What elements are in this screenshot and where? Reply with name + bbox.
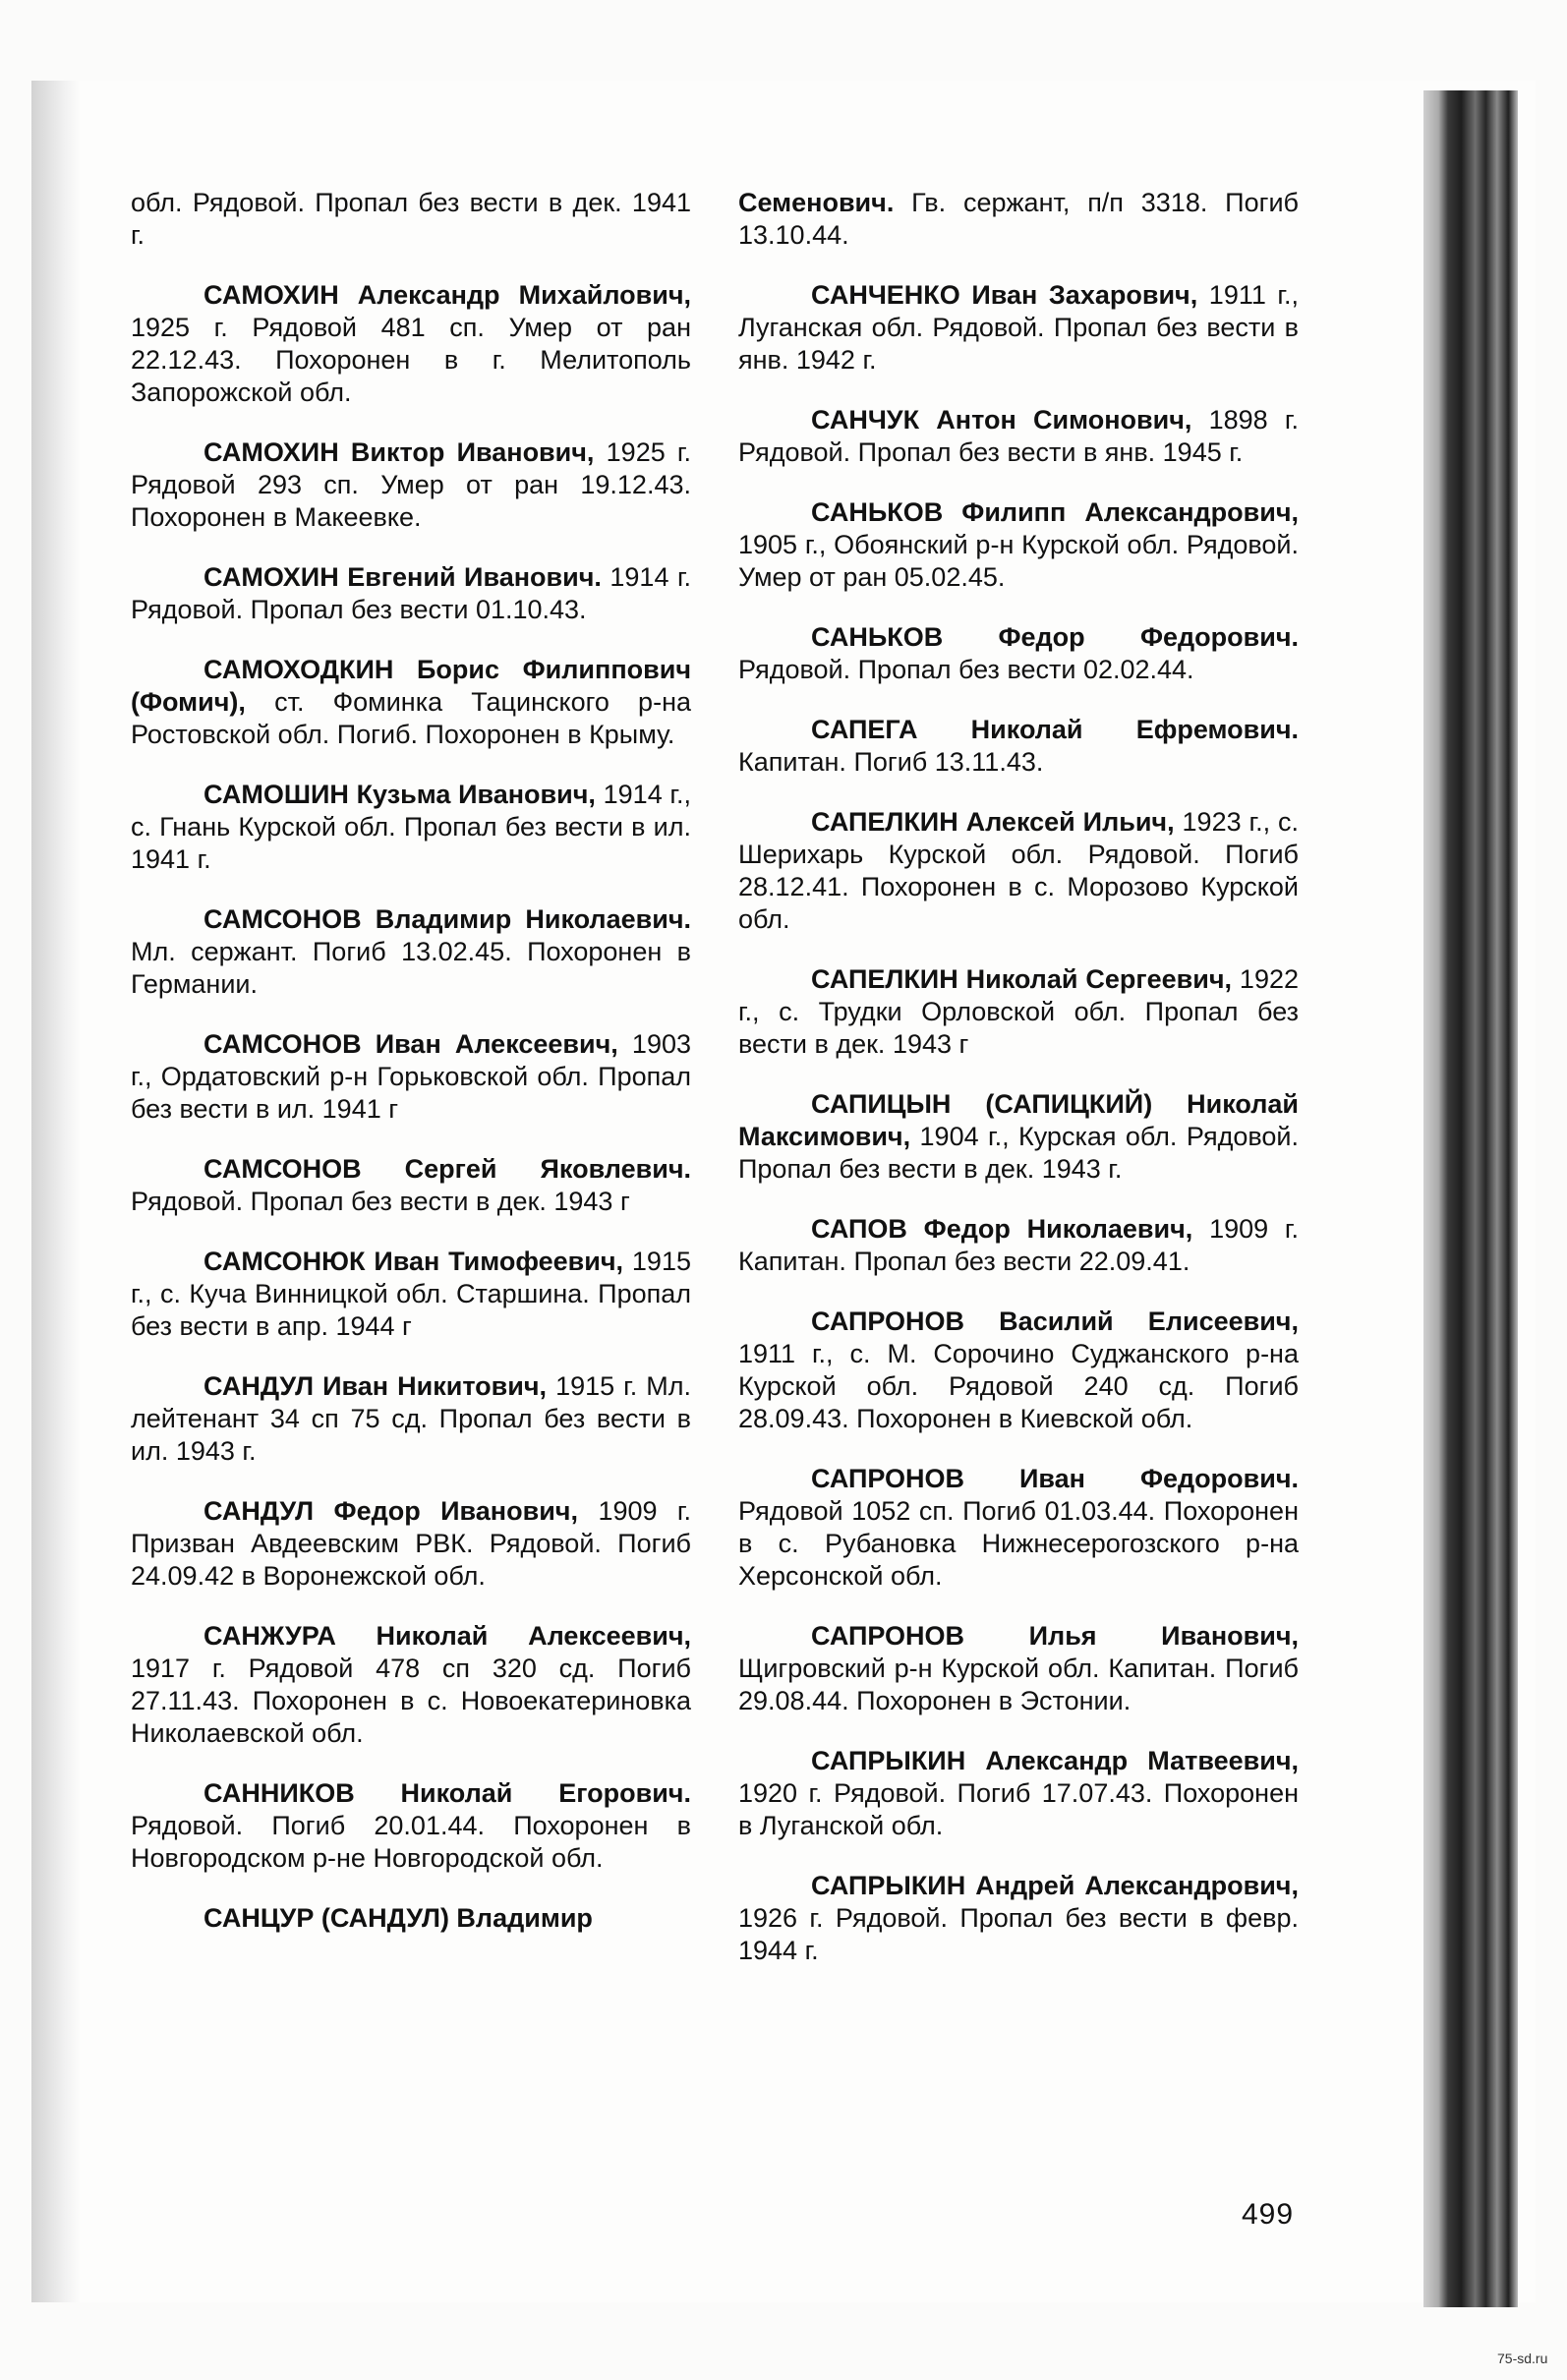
entry <box>131 561 691 626</box>
entry <box>738 279 1299 377</box>
entry-text: 1904 г., Курская обл. Рядовой. Пропал без вести в дек. 1943 г. <box>738 1122 1299 1184</box>
entry-text: Рядовой. Погиб 20.01.44. Похоронен в Новгородском р-не Новгородской обл. <box>131 1811 691 1873</box>
entry-name: САПРЫКИН Андрей Александрович, <box>811 1871 1299 1900</box>
entry-text: 1898 г. Рядовой. Пропал без вести в янв. 1945 г. <box>738 405 1299 467</box>
entry-name: САПЕЛКИН Алексей Ильич, <box>811 807 1175 837</box>
entry <box>131 1153 691 1218</box>
entry <box>738 496 1299 594</box>
entry-name: САПРЫКИН Александр Матвеевич, <box>811 1746 1299 1775</box>
entry-text: 1909 г. Капитан. Пропал без вести 22.09.41. <box>738 1214 1299 1276</box>
page-number: 499 <box>1242 2198 1295 2231</box>
entry-name: САПРОНОВ Василий Елисеевич, <box>811 1306 1299 1336</box>
entry <box>131 654 691 751</box>
entry-text: 1925 г. Рядовой 481 сп. Умер от ран 22.12.43. Похоронен в г. Мелитополь Запорожской обл. <box>131 313 691 407</box>
entry-text: Гв. сержант, п/п 3318. Погиб 13.10.44. <box>738 188 1299 250</box>
entry-name: САМСОНОВ Иван Алексеевич, <box>203 1029 618 1059</box>
entry-name: САНЬКОВ Филипп Александрович, <box>811 497 1299 527</box>
entry <box>131 1902 691 1935</box>
entry <box>738 1463 1299 1593</box>
entry-text: Рядовой 1052 сп. Погиб 01.03.44. Похоронен в с. Рубановка Нижнесерогозского р-на Херсонской обл. <box>738 1496 1299 1591</box>
entry-name: САНЖУРА Николай Алексеевич, <box>203 1621 691 1651</box>
entry <box>131 1246 691 1343</box>
entry-name: САМОШИН Кузьма Иванович, <box>203 780 596 809</box>
right-column <box>738 187 1299 1995</box>
entry-text: 1911 г., Луганская обл. Рядовой. Пропал без вести в янв. 1942 г. <box>738 280 1299 375</box>
entry <box>131 1620 691 1750</box>
entry-text: 1920 г. Рядовой. Погиб 17.07.43. Похоронен в Луганской обл. <box>738 1778 1299 1840</box>
entry-text: 1914 г., с. Гнань Курской обл. Пропал без вести в ил. 1941 г. <box>131 780 691 874</box>
entry <box>738 1088 1299 1186</box>
entry <box>131 436 691 534</box>
entry <box>738 1620 1299 1717</box>
entry-text: Рядовой. Пропал без вести в дек. 1943 г <box>131 1187 630 1216</box>
entry <box>738 714 1299 779</box>
entry <box>131 1777 691 1875</box>
entry-name: САПРОНОВ Илья Иванович, <box>811 1621 1299 1651</box>
entry-text: Щигровский р-н Курской обл. Капитан. Погиб 29.08.44. Похоронен в Эстонии. <box>738 1654 1299 1715</box>
entry <box>738 404 1299 469</box>
entry-text: 1915 г., с. Куча Винницкой обл. Старшина. Пропал без вести в апр. 1944 г <box>131 1247 691 1341</box>
entry-text: 1917 г. Рядовой 478 сп 320 сд. Погиб 27.11.43. Похоронен в с. Новоекатериновка Николаевской обл. <box>131 1654 691 1748</box>
entry-name: САМСОНОВ Владимир Николаевич. <box>203 904 691 934</box>
entry-name: Семенович. <box>738 188 895 217</box>
entry-name: САМОХИН Виктор Иванович, <box>203 437 595 467</box>
entry-name: САНЧЕНКО Иван Захарович, <box>811 280 1198 310</box>
entry-name: САНДУЛ Федор Иванович, <box>203 1496 578 1526</box>
book-spine-edge <box>1423 90 1518 2307</box>
entry-text: Мл. сержант. Погиб 13.02.45. Похоронен в Германии. <box>131 937 691 999</box>
entry-name: САМОХОДКИН Борис Филиппович (Фомич), <box>131 655 691 717</box>
entry <box>738 1306 1299 1435</box>
entry-text: 1915 г. Мл. лейтенант 34 сп 75 сд. Пропал без вести в ил. 1943 г. <box>131 1371 691 1466</box>
entry-text: 1914 г. Рядовой. Пропал без вести 01.10.43. <box>131 562 691 624</box>
entry <box>738 621 1299 686</box>
entry-name: САННИКОВ Николай Егорович. <box>203 1778 691 1808</box>
entry-text: 1911 г., с. М. Сорочино Суджанского р-на Курской обл. Рядовой 240 сд. Погиб 28.09.43. Похоронен в Киевской обл. <box>738 1339 1299 1433</box>
left-column <box>131 187 691 1962</box>
entry-name: САНЦУР (САНДУЛ) Владимир <box>203 1903 593 1933</box>
entry <box>738 806 1299 936</box>
entry-name: САНЬКОВ Федор Федорович. <box>811 622 1299 652</box>
page-gutter-shadow <box>31 81 81 2302</box>
entry-text: Капитан. Погиб 13.11.43. <box>738 747 1044 777</box>
entry <box>131 1495 691 1593</box>
entry-name: САМСОНЮК Иван Тимофеевич, <box>203 1247 624 1276</box>
entry <box>738 1213 1299 1278</box>
entry-name: САНДУЛ Иван Никитович, <box>203 1371 548 1401</box>
entry <box>131 903 691 1001</box>
entry <box>131 1370 691 1468</box>
entry <box>738 1745 1299 1842</box>
entry <box>131 279 691 409</box>
entry-name: САМОХИН Евгений Иванович. <box>203 562 602 592</box>
entry-text: 1905 г., Обоянский р-н Курской обл. Рядовой. Умер от ран 05.02.45. <box>738 530 1299 592</box>
entry-name: САПИЦЫН (САПИЦКИЙ) Николай Максимович, <box>738 1089 1299 1151</box>
entry-name: САПОВ Федор Николаевич, <box>811 1214 1193 1244</box>
entry <box>131 1028 691 1126</box>
entry <box>738 1870 1299 1967</box>
entry-text: 1925 г. Рядовой 293 сп. Умер от ран 19.12.43. Похоронен в Макеевке. <box>131 437 691 532</box>
entry-name: САМОХИН Александр Михайлович, <box>203 280 691 310</box>
entry-name: САНЧУК Антон Симонович, <box>811 405 1192 435</box>
entry-name: САПЕГА Николай Ефремович. <box>811 715 1299 744</box>
entry-text: 1903 г., Ордатовский р-н Горьковской обл. Пропал без вести в ил. 1941 г <box>131 1029 691 1124</box>
entry <box>131 187 691 252</box>
site-watermark: 75-sd.ru <box>1497 2351 1548 2366</box>
entry-text: 1926 г. Рядовой. Пропал без вести в февр. 1944 г. <box>738 1903 1299 1965</box>
entry-text: ст. Фоминка Тацинского р-на Ростовской обл. Погиб. Похоронен в Крыму. <box>131 687 691 749</box>
entry <box>738 963 1299 1061</box>
entry-text: 1909 г. Призван Авдеевским РВК. Рядовой. Погиб 24.09.42 в Воронежской обл. <box>131 1496 691 1591</box>
entry-text: 1922 г., с. Трудки Орловской обл. Пропал без вести в дек. 1943 г <box>738 964 1299 1059</box>
entry-text: 1923 г., с. Шерихарь Курской обл. Рядовой. Погиб 28.12.41. Похоронен в с. Морозово Курской обл. <box>738 807 1299 934</box>
entry-name: САМСОНОВ Сергей Яковлевич. <box>203 1154 691 1184</box>
entry <box>738 187 1299 252</box>
entry-text: обл. Рядовой. Пропал без вести в дек. 1941 г. <box>131 188 691 250</box>
entry-name: САПЕЛКИН Николай Сергеевич, <box>811 964 1233 994</box>
entry-name: САПРОНОВ Иван Федорович. <box>811 1464 1299 1493</box>
entry-text: Рядовой. Пропал без вести 02.02.44. <box>738 655 1194 684</box>
entry <box>131 779 691 876</box>
